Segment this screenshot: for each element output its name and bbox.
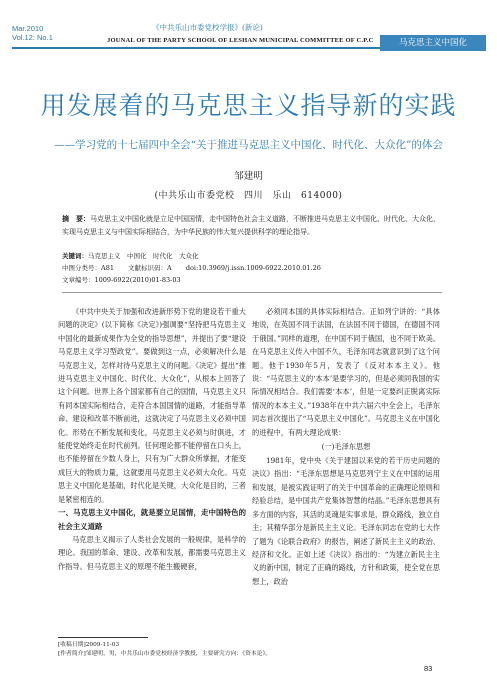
- article-id: 文章编号：1009-6922(2010)01-83-03: [62, 276, 181, 284]
- article-subtitle: ——学习党的十七届四中全会“关于推进马克思主义中国化、时代化、大众化”的体会: [54, 139, 443, 151]
- article-title: 用发展着的马克思主义指导新的实践: [40, 91, 457, 120]
- author-name: 邹建明: [234, 171, 263, 182]
- doi: doi:10.3969/j.issn.1009-6922.2010.01.26: [185, 264, 321, 272]
- classification-line: [62, 263, 333, 273]
- abstract-label: 摘 要：: [62, 214, 90, 223]
- keywords-line: [62, 251, 211, 261]
- footnote-received: [收稿日期]2009-11-03: [58, 642, 120, 648]
- header-rule: [12, 47, 397, 49]
- section-heading: 一、马克思主义中国化，就是要立足国情，走中国特色的社会主义道路: [58, 508, 246, 531]
- keywords-label: 关键词：: [62, 252, 88, 260]
- document-code: 文献标识码：A: [128, 264, 172, 272]
- subsection-heading: (一)毛泽东思想: [321, 442, 371, 452]
- abstract-divider: [62, 292, 442, 293]
- body-column-right: [252, 305, 440, 588]
- column-badge: 马克思主义中国化: [380, 35, 486, 51]
- body-paragraph: 马克思主义揭示了人类社会发展的一般规律，是科学的理论。我国的革命、建设、改革和发展，都需要马克思主义作指导。但马克思主义的原理不能生搬硬套，: [58, 534, 246, 571]
- issue-volume: Vol.12: No.1: [12, 33, 53, 42]
- journal-name-cn: 《中共乐山市委党校学报》(新论): [152, 23, 263, 32]
- article-id-line: [62, 275, 193, 285]
- author-affiliation: (中共乐山市委党校 四川 乐山 614000): [154, 191, 343, 201]
- keywords: 马克思主义 中国化 时代化 大众化: [88, 252, 199, 260]
- page-number: 83: [424, 664, 433, 673]
- body-paragraph: 必须同本国的具体实际相结合。正如列宁讲的：“具体地说，在英国不同于法国，在法国不同于德国，在德国不同于俄国。”同样的道理，在中国不同于俄国，也不同于欧美。在马克思主义传入中国不久，毛泽东同志就意识到了这个问题。他于1930年5月，发表了《反对本本主义》。他说：“马克思主义的‘本本’是要学习的，但是必须同我国的实际情况相结合。我们需要‘本本’，但是一定要纠正脱离实际情况的本本主义。”1938年在中共六届六中全会上，毛泽东同志首次提出了“马克思主义中国化”。马克思主义在中国化的进程中，有两大理论成果：: [252, 307, 440, 437]
- journal-header: [12, 16, 486, 56]
- issue-info: [12, 24, 53, 42]
- body-column-left: [58, 305, 246, 573]
- abstract-text: 马克思主义中国化就是立足中国国情，走中国特色社会主义道路，不断推进马克思主义中国化、时代化、大众化，实现马克思主义与中国实际相结合，为中华民族的伟大复兴提供科学的理论指导。: [62, 215, 440, 236]
- footnote-author-bio: [作者简介]邹建明，男，中共乐山市委党校经济学教授，主要研究方向：《资本论》。: [58, 651, 272, 657]
- body-paragraph: 《中共中央关于加强和改进新形势下党的建设若干重大问题的决定》(以下简称《决定》)强调要“坚持把马克思主义中国化的最新成果作为全党的指导思想”，并提出了要“建设马克思主义学习型政党”。要做到这一点，必须解决什么是马克思主义，怎样对待马克思主义的问题。《决定》提出“推进马克思主义中国化、时代化、大众化”，从根本上回答了这个问题。世界上各个国家都有自己的国情，马克思主义只有同本国实际相结合，走符合本国国情的道路，才能指导革命、建设和改革不断前进，这就决定了马克思主义必须中国化。形势在不断发展和变化，马克思主义必须与时俱进，才能使党始终走在时代前列。任何理论都不能停留在口头上，也不能停留在少数人身上，只有为广大群众所掌握，才能变成巨大的物质力量，这就要用马克思主义必须大众化。马克思主义中国化是基础，时代化是关键，大众化是目的，三者是紧密相连的。: [58, 307, 246, 504]
- issue-date: Mar.2010: [12, 24, 44, 33]
- abstract: [62, 212, 442, 239]
- footnote-rule: [58, 637, 148, 638]
- journal-name-en: JOUNAL OF THE PARTY SCHOOL OF LESHAN MUNICIPAL COMMITTEE OF C.P.C: [107, 37, 374, 44]
- body-paragraph: 1981年，党中央《关于建国以来党的若干历史问题的决议》指出：“毛泽东思想是马克思列宁主义在中国的运用和发展，是被实践证明了的关于中国革命的正确理论原则和经验总结，是中国共产党集体智慧的结晶。”毛泽东思想具有多方面的内容，其活的灵魂是实事求是，群众路线，独立自主；其精华部分是新民主主义论。毛泽东同志在党的七大作了题为《论联合政府》的报告，阐述了新民主主义的政治、经济和文化。正如上述《决议》指出的：“为建立新民主主义的新中国，制定了正确的路线，方针和政策，使全党在思想上，政治: [252, 456, 440, 586]
- clc-number: 中图分类号：A81: [62, 264, 114, 272]
